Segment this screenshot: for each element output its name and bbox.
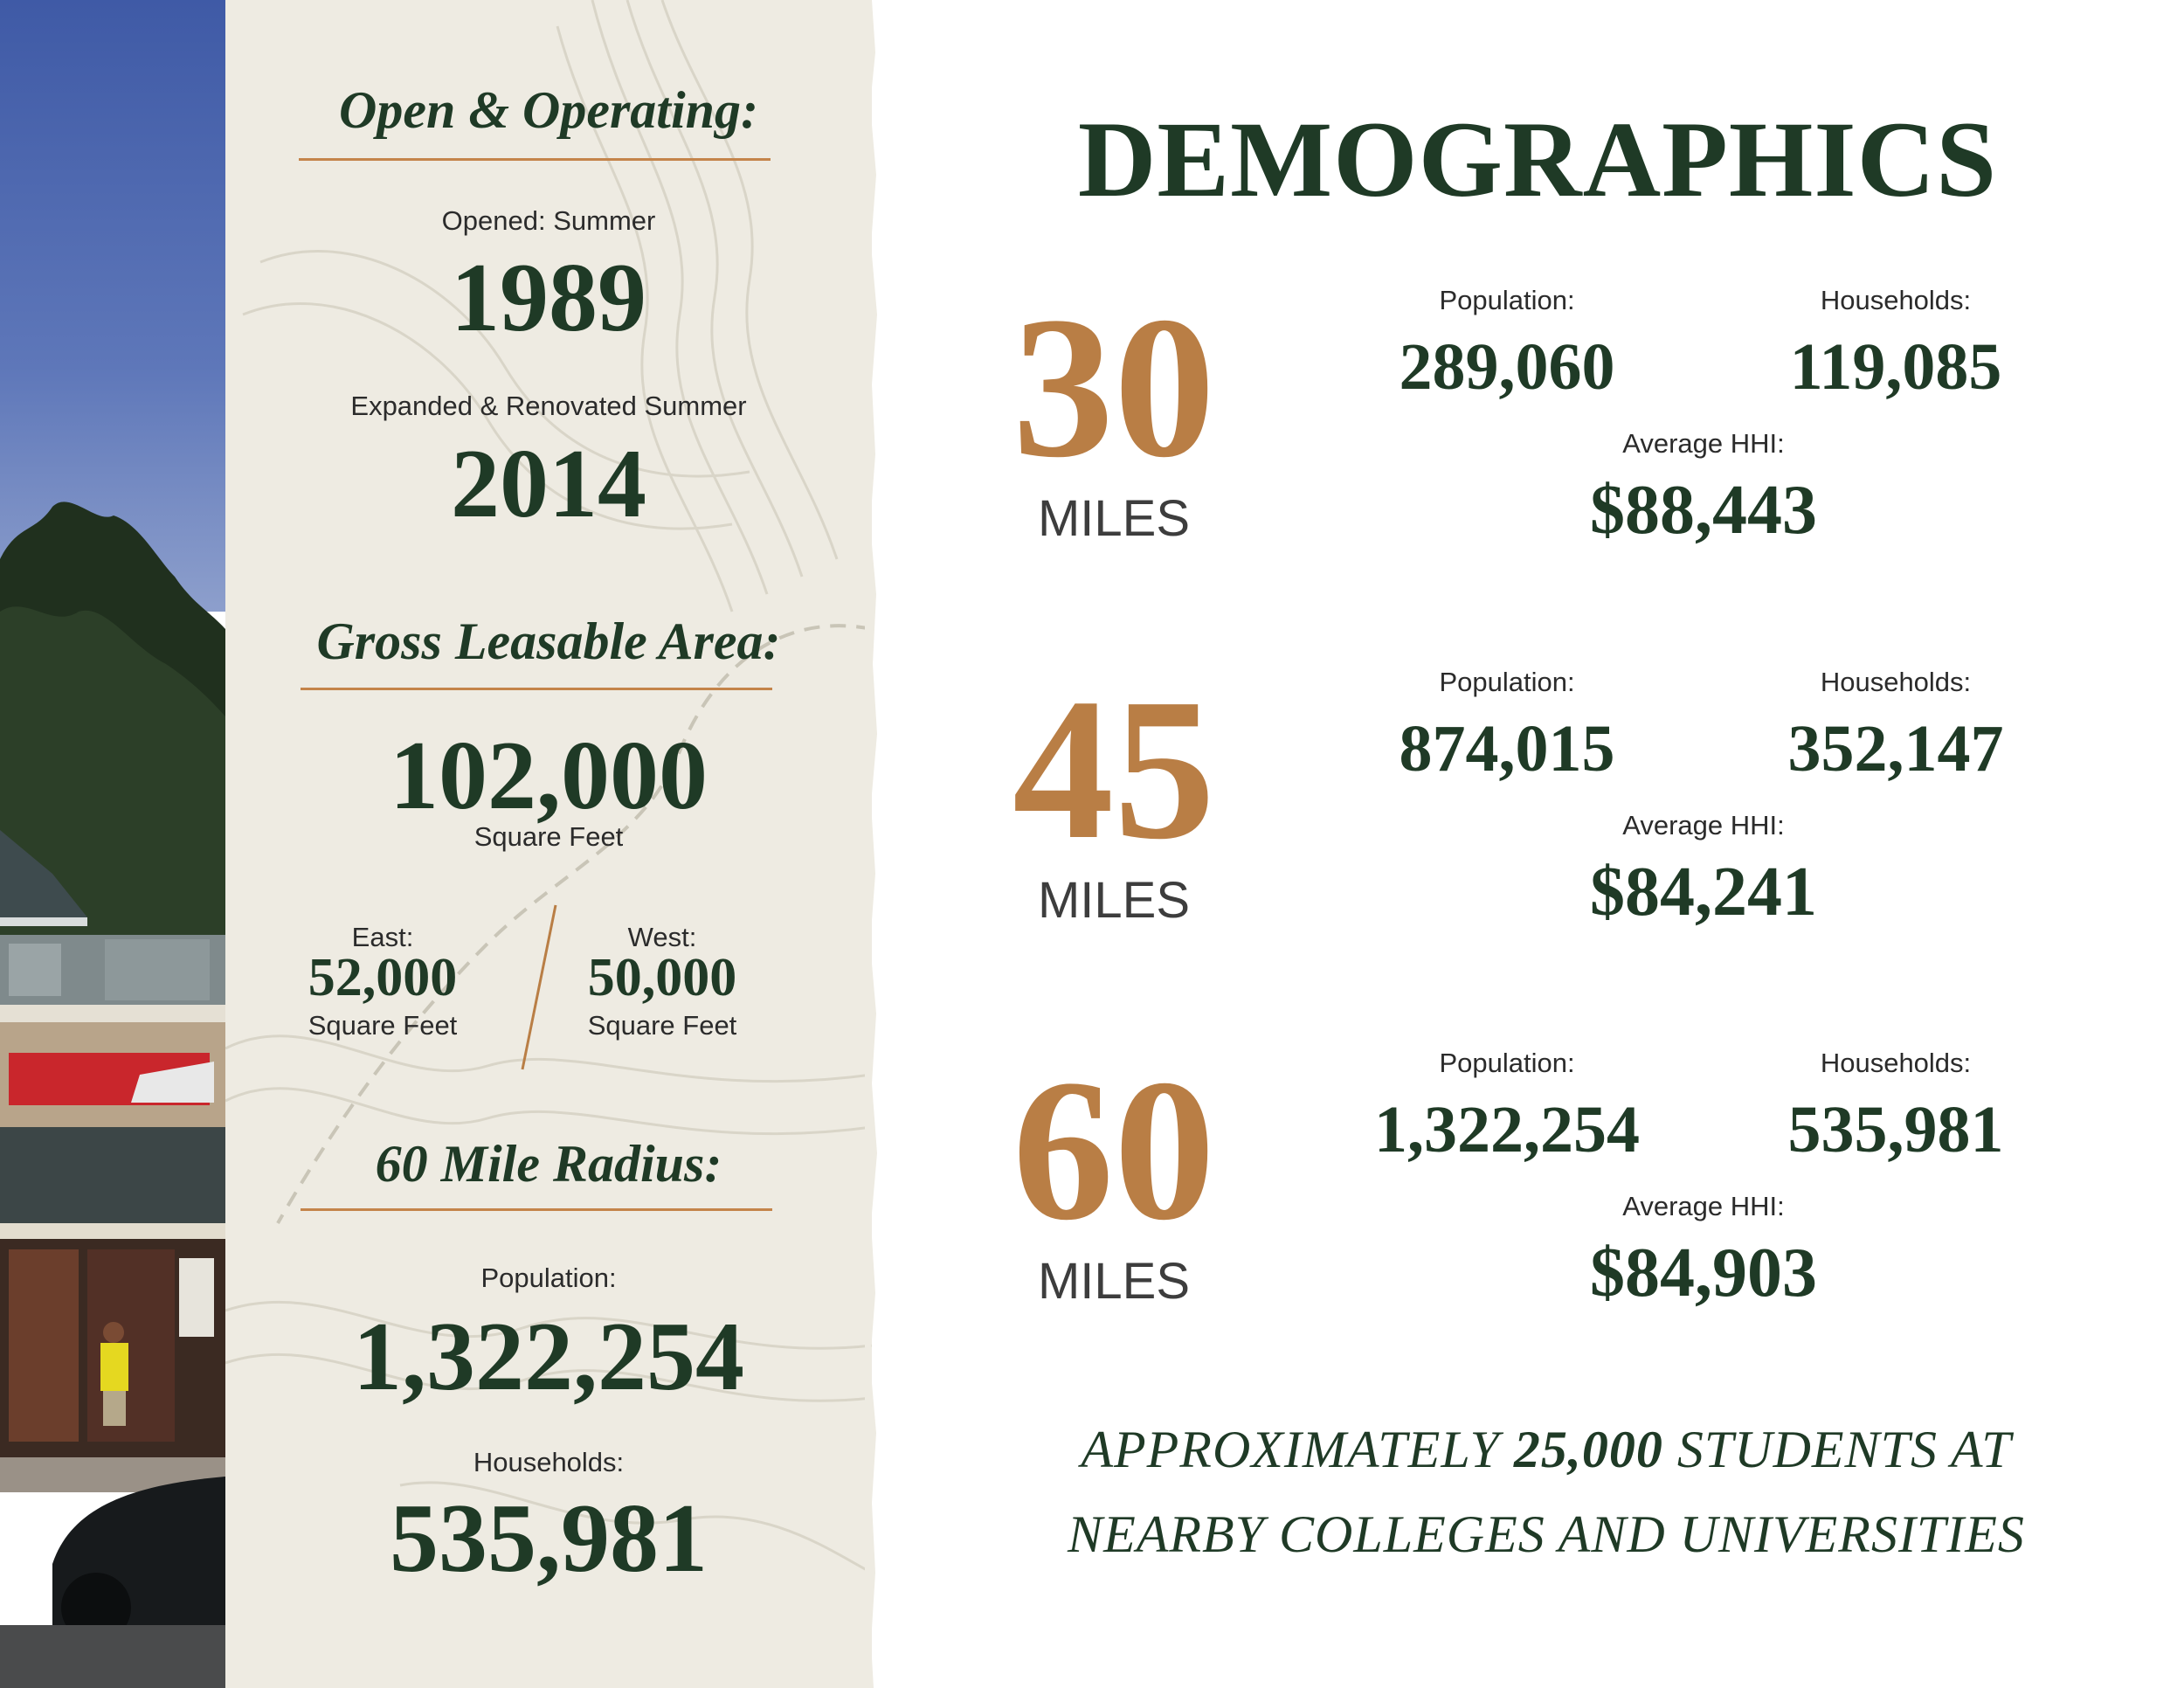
opened-year: 1989 xyxy=(451,244,646,352)
population-label: Population: xyxy=(1439,667,1575,697)
east-unit: Square Feet xyxy=(308,1010,458,1041)
ring-miles-number: 30 xyxy=(1013,275,1215,500)
population-value: 874,015 xyxy=(1399,712,1615,785)
households-value: 535,981 xyxy=(1787,1093,2004,1166)
students-suffix: STUDENTS AT xyxy=(1662,1421,2012,1478)
radius-households-label: Households: xyxy=(473,1447,625,1477)
heading-divider xyxy=(301,1208,772,1211)
expanded-year: 2014 xyxy=(451,430,646,538)
ring-45-miles xyxy=(961,657,2097,958)
radius-population-label: Population: xyxy=(480,1263,617,1293)
gla-total: 102,000 xyxy=(390,722,708,830)
hhi-label: Average HHI: xyxy=(1622,1191,1785,1221)
west-unit: Square Feet xyxy=(587,1010,737,1041)
ring-30-miles xyxy=(961,275,2097,577)
hhi-label: Average HHI: xyxy=(1622,428,1785,459)
students-line-2: NEARBY COLLEGES AND UNIVERSITIES xyxy=(1068,1505,2025,1563)
students-line-1 xyxy=(961,1420,2132,1480)
population-label: Population: xyxy=(1439,1048,1575,1078)
radius-heading: 60 Mile Radius: xyxy=(375,1135,722,1193)
hhi-label: Average HHI: xyxy=(1622,810,1785,841)
expanded-label: Expanded & Renovated Summer xyxy=(350,391,747,421)
students-count: 25,000 xyxy=(1513,1421,1663,1478)
radius-population: 1,322,254 xyxy=(353,1303,744,1411)
population-label: Population: xyxy=(1439,285,1575,315)
gla-heading: Gross Leasable Area: xyxy=(316,612,781,670)
hhi-value: $84,241 xyxy=(1590,854,1817,930)
households-value: 119,085 xyxy=(1789,330,2002,404)
ring-miles-label: MILES xyxy=(1037,872,1191,929)
heading-divider xyxy=(299,158,771,161)
ring-miles-number: 45 xyxy=(1013,657,1215,882)
population-value: 1,322,254 xyxy=(1374,1093,1640,1166)
radius-households: 535,981 xyxy=(390,1484,708,1593)
open-operating-heading: Open & Operating: xyxy=(339,81,758,139)
storefront-photo xyxy=(0,0,225,1688)
ring-miles-number: 60 xyxy=(1013,1038,1215,1263)
demographics-title: DEMOGRAPHICS xyxy=(1077,100,1998,219)
households-label: Households: xyxy=(1820,667,1972,697)
gla-total-unit: Square Feet xyxy=(473,821,624,852)
west-label: West: xyxy=(627,922,697,952)
info-panel xyxy=(225,0,872,1688)
hhi-value: $84,903 xyxy=(1590,1235,1817,1311)
households-label: Households: xyxy=(1820,1048,1972,1078)
east-value: 52,000 xyxy=(308,948,458,1007)
households-label: Households: xyxy=(1820,285,1972,315)
heading-divider xyxy=(301,688,772,690)
opened-label: Opened: Summer xyxy=(441,205,656,236)
west-value: 50,000 xyxy=(587,948,737,1007)
population-value: 289,060 xyxy=(1399,330,1615,404)
ring-miles-label: MILES xyxy=(1037,490,1191,547)
hhi-value: $88,443 xyxy=(1590,472,1817,549)
students-prefix: APPROXIMATELY xyxy=(1081,1421,1514,1478)
ring-60-miles xyxy=(961,1038,2097,1339)
east-label: East: xyxy=(351,922,414,952)
torn-paper-edge xyxy=(865,0,882,1688)
ring-miles-label: MILES xyxy=(1037,1253,1191,1310)
households-value: 352,147 xyxy=(1787,712,2004,785)
